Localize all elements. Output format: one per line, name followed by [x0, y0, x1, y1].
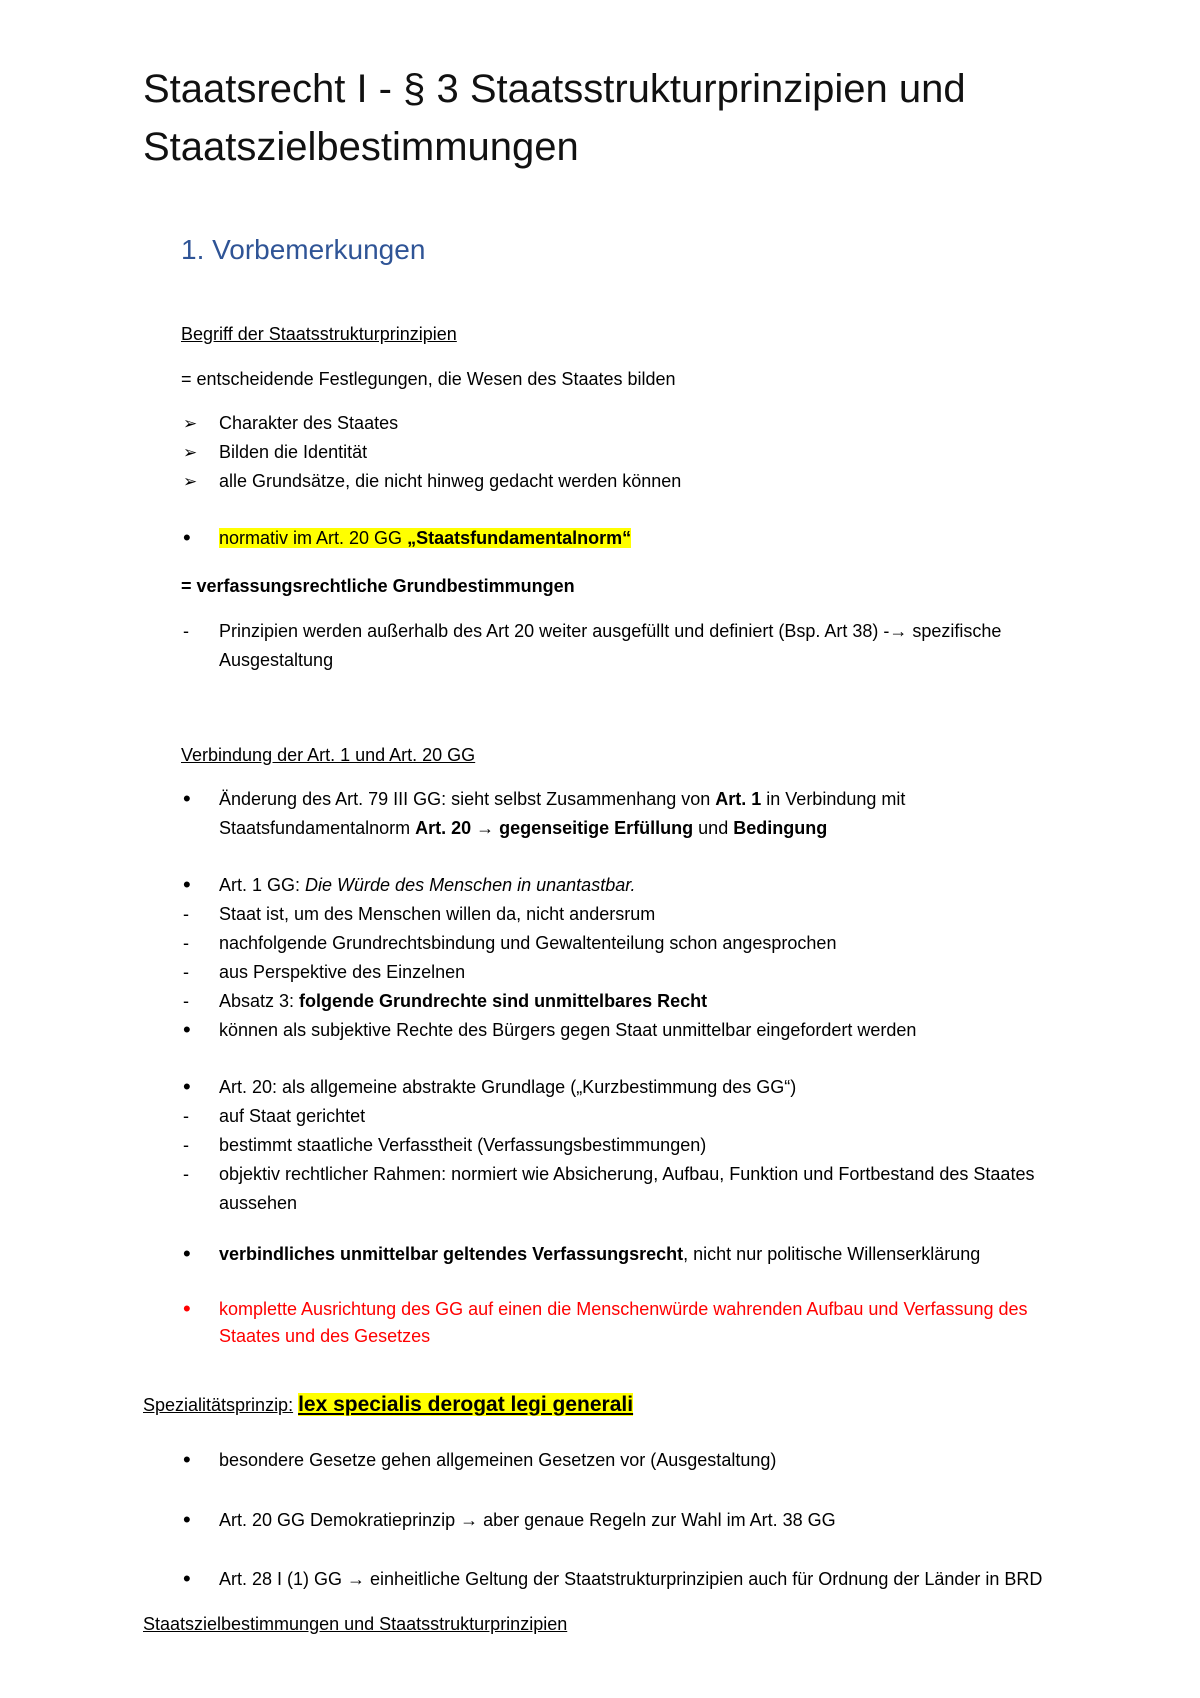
arrow-item-identitaet: Bilden die Identität [219, 442, 368, 462]
prinzipien-line-1: Prinzipien werden außerhalb des Art 20 weiter ausgefüllt und definiert (Bsp. Art 38) -→ spezifische [219, 621, 1002, 641]
spezial-label: Spezialitätsprinzip: [143, 1395, 294, 1415]
art1-line [219, 871, 636, 899]
dash-item-staat: Staat ist, um des Menschen willen da, nicht andersrum [219, 904, 656, 924]
bullet-dot-icon [183, 1240, 203, 1269]
verbindlich-rest: , nicht nur politische Willenserklärung [683, 1244, 981, 1264]
dash-bullet-icon [183, 929, 203, 957]
aenderung-line-2 [219, 814, 827, 842]
dash-bullet-icon [183, 987, 203, 1015]
lex-specialis-highlight: lex specialis derogat legi generali [298, 1393, 634, 1416]
dash-bullet-icon [183, 900, 203, 928]
arrow-item-charakter: Charakter des Staates [219, 413, 399, 433]
aenderung2-text-d: Bedingung [733, 818, 828, 838]
definition-line: = entscheidende Festlegungen, die Wesen des Staates bilden [181, 369, 676, 389]
dash-item-absatz3 [219, 987, 707, 1015]
section-heading-vorbemerkungen: 1. Vorbemerkungen [181, 234, 426, 265]
spezial-line [143, 1391, 633, 1419]
bullet-dot-icon [183, 1016, 203, 1045]
arrow-bullet-icon [183, 409, 203, 438]
spezial-bullet-2: Art. 20 GG Demokratieprinzip → aber genaue Regeln zur Wahl im Art. 38 GG [219, 1510, 836, 1530]
staatsfundamentalnorm-highlight: „Staatsfundamentalnorm“ [407, 528, 632, 548]
dash-item-grundrechtsbindung: nachfolgende Grundrechtsbindung und Gewaltenteilung schon angesprochen [219, 933, 837, 953]
prinzipien-line-2: Ausgestaltung [219, 650, 334, 670]
bullet-dot-icon [183, 1446, 203, 1475]
absatz-prefix: Absatz 3: [219, 991, 300, 1011]
bullet-dot-icon [183, 1073, 203, 1102]
verbindlich-bold: verbindliches unmittelbar geltendes Verfassungsrecht [219, 1244, 684, 1264]
dash-item-rahmen-2: aussehen [219, 1193, 298, 1213]
bullet-dot-icon [183, 871, 203, 900]
arrow-bullet-icon [183, 467, 203, 496]
dash-bullet-icon [183, 1102, 203, 1130]
verbindlich-line [219, 1240, 980, 1268]
arrow-bullet-icon [183, 438, 203, 467]
bullet-dot-icon [183, 1565, 203, 1594]
bullet-dot-icon [183, 785, 203, 814]
bullet-dot-icon [183, 1295, 203, 1324]
spezial-bullet-3: Art. 28 I (1) GG → einheitliche Geltung der Staatstrukturprinzipien auch für Ordnung der Länder in BRD [219, 1569, 1043, 1589]
subheading-begriff: Begriff der Staatsstrukturprinzipien [181, 324, 457, 344]
bullet-dot-icon [183, 1506, 203, 1535]
komplett-line-1: komplette Ausrichtung des GG auf einen die Menschenwürde wahrenden Aufbau und Verfassung des [219, 1299, 1028, 1319]
normativ-line [219, 524, 631, 552]
dash-bullet-icon [183, 617, 203, 645]
art1-prefix: Art. 1 GG: [219, 875, 306, 895]
aenderung-text-c: in Verbindung mit [761, 789, 906, 809]
aenderung-text-b: Art. 1 [715, 789, 762, 809]
bullet-dot-icon [183, 524, 203, 553]
aenderung-text-a: Änderung des Art. 79 III GG: sieht selbst Zusammenhang von [219, 789, 716, 809]
verfassung-line: = verfassungsrechtliche Grundbestimmungen [181, 576, 575, 596]
dash-item-staat-gerichtet: auf Staat gerichtet [219, 1106, 366, 1126]
dash-bullet-icon [183, 1131, 203, 1159]
dash-bullet-icon [183, 958, 203, 986]
koennen-line: können als subjektive Rechte des Bürgers gegen Staat unmittelbar eingefordert werden [219, 1020, 917, 1040]
absatz-bold: folgende Grundrechte sind unmittelbares Recht [299, 991, 708, 1011]
dash-bullet-icon [183, 1160, 203, 1188]
aenderung-line-1 [219, 785, 905, 813]
dash-item-verfasstheit: bestimmt staatliche Verfasstheit (Verfassungsbestimmungen) [219, 1135, 707, 1155]
dash-item-rahmen-1: objektiv rechtlicher Rahmen: normiert wie Absicherung, Aufbau, Funktion und Fortbestand des Staates [219, 1164, 1035, 1184]
arrow-item-grundsaetze: alle Grundsätze, die nicht hinweg gedacht werden können [219, 471, 682, 491]
aenderung2-text-c: und [693, 818, 734, 838]
subheading-verbindung: Verbindung der Art. 1 und Art. 20 GG [181, 745, 476, 765]
art20-line: Art. 20: als allgemeine abstrakte Grundlage („Kurzbestimmung des GG“) [219, 1077, 797, 1097]
aenderung2-text-a: Staatsfundamentalnorm [219, 818, 416, 838]
subheading-staatsziel: Staatszielbestimmungen und Staatsstrukturprinzipien [143, 1614, 568, 1634]
document-title: Staatsrecht I - § 3 Staatsstrukturprinzipien und Staatszielbestimmungen [143, 67, 966, 169]
spezial-bullet-1: besondere Gesetze gehen allgemeinen Gesetzen vor (Ausgestaltung) [219, 1450, 777, 1470]
art1-quote: Die Würde des Menschen in unantastbar. [305, 875, 636, 895]
normativ-prefix: normativ im Art. 20 GG [219, 528, 408, 548]
dash-item-perspektive: aus Perspektive des Einzelnen [219, 962, 466, 982]
komplett-line-2: Staates und des Gesetzes [219, 1326, 431, 1346]
aenderung2-text-b: Art. 20 → gegenseitige Erfüllung [415, 818, 694, 838]
